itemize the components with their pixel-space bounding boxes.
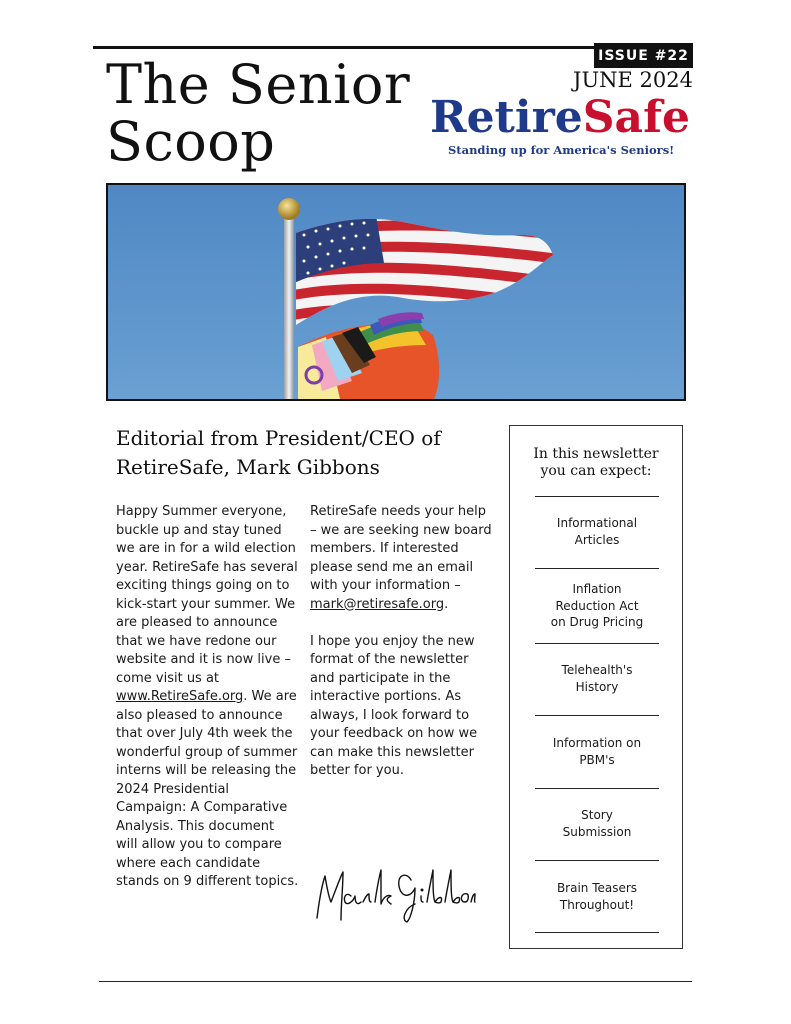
website-link[interactable]: www.RetireSafe.org: [116, 689, 244, 704]
sidebar-item-line: Submission: [562, 824, 632, 839]
col2-text-after-email: .: [444, 596, 449, 612]
editorial-paragraph-2: [310, 503, 496, 614]
title-line-2: Scoop: [106, 110, 276, 173]
col2-text-before-email: RetireSafe needs your help – we are seeking new board members. If interested please send me an email with your information –: [310, 504, 492, 593]
sidebar-item-information-on-pbms: [520, 735, 674, 768]
sidebar-item-line: Story: [581, 808, 613, 822]
sidebar-item-informational-articles: [520, 515, 674, 548]
sidebar-item-line: Telehealth's: [561, 663, 633, 677]
editorial-paragraph-3: I hope you enjoy the new format of the newsletter and participate in the interactive portions. As always, I look forward to your feedback on how we can make this newsletter better for you.: [310, 633, 478, 778]
sidebar-item-line: Information on: [552, 736, 642, 750]
col1-text-before-link: Happy Summer everyone, buckle up and stay tuned we are in for a wild election year. RetireSafe has several exciting things going on to kick-start your summer. We are pleased to announce that we have redone our website and it is now live – come visit us at: [116, 504, 298, 686]
signature-image: [311, 858, 476, 928]
sidebar-item-line: Reduction Act: [555, 598, 639, 613]
sidebar-title: [510, 446, 682, 480]
hero-flag-image: [106, 183, 686, 401]
sidebar-divider: [535, 643, 659, 644]
sidebar-item-line: History: [575, 679, 619, 694]
sidebar-divider: [535, 860, 659, 861]
email-link[interactable]: mark@retiresafe.org: [310, 596, 445, 612]
editorial-paragraph-1: [116, 503, 299, 892]
editorial-column-1: [116, 503, 299, 892]
sidebar-divider: [535, 568, 659, 569]
sidebar-divider: [535, 932, 659, 933]
logo-tagline: Standing up for America's Seniors!: [448, 143, 675, 157]
newsletter-title: [106, 53, 411, 173]
logo-retire-text: Retire: [430, 92, 583, 143]
sidebar-item-line: Throughout!: [559, 897, 635, 912]
logo-safe-text: Safe: [582, 92, 690, 143]
flag-pole-image: [108, 185, 684, 399]
sidebar-title-line-1: In this newsletter: [533, 446, 659, 462]
sidebar-item-line: on Drug Pricing: [550, 615, 644, 629]
editorial-title: [116, 424, 466, 482]
sidebar-item-line: PBM's: [579, 752, 615, 767]
editorial-title-line-1: Editorial from President/CEO of: [116, 426, 441, 450]
sidebar-item-story-submission: [520, 807, 674, 840]
sidebar-item-line: Inflation: [572, 582, 622, 596]
col1-text-after-link: . We are also pleased to announce that over July 4th week the wonderful group of summer interns will be releasing the 2024 Presidential Campaign: A Comparative Analysis. This document will allow you to compare where each candidate stands on 9 different topics.: [116, 689, 299, 889]
issue-badge: ISSUE #22: [594, 43, 693, 68]
sidebar-divider: [535, 715, 659, 716]
sidebar-item-brain-teasers: [520, 880, 674, 913]
sidebar-item-inflation-reduction-act: [520, 581, 674, 631]
sidebar-item-line: Informational: [556, 516, 638, 530]
issue-date: JUNE 2024: [573, 68, 693, 92]
title-line-1: The Senior: [106, 53, 411, 116]
sidebar-box: [509, 425, 683, 949]
editorial-title-line-2: RetireSafe, Mark Gibbons: [116, 455, 380, 479]
editorial-column-2: [310, 503, 496, 781]
bottom-rule: [99, 981, 692, 982]
sidebar-item-telehealth-history: [520, 662, 674, 695]
sidebar-title-line-2: you can expect:: [540, 463, 652, 479]
sidebar-item-line: Brain Teasers: [556, 881, 638, 895]
sidebar-item-line: Articles: [574, 532, 620, 547]
sidebar-divider: [535, 788, 659, 789]
retiresafe-logo: [430, 94, 690, 142]
sidebar-divider: [535, 496, 659, 497]
